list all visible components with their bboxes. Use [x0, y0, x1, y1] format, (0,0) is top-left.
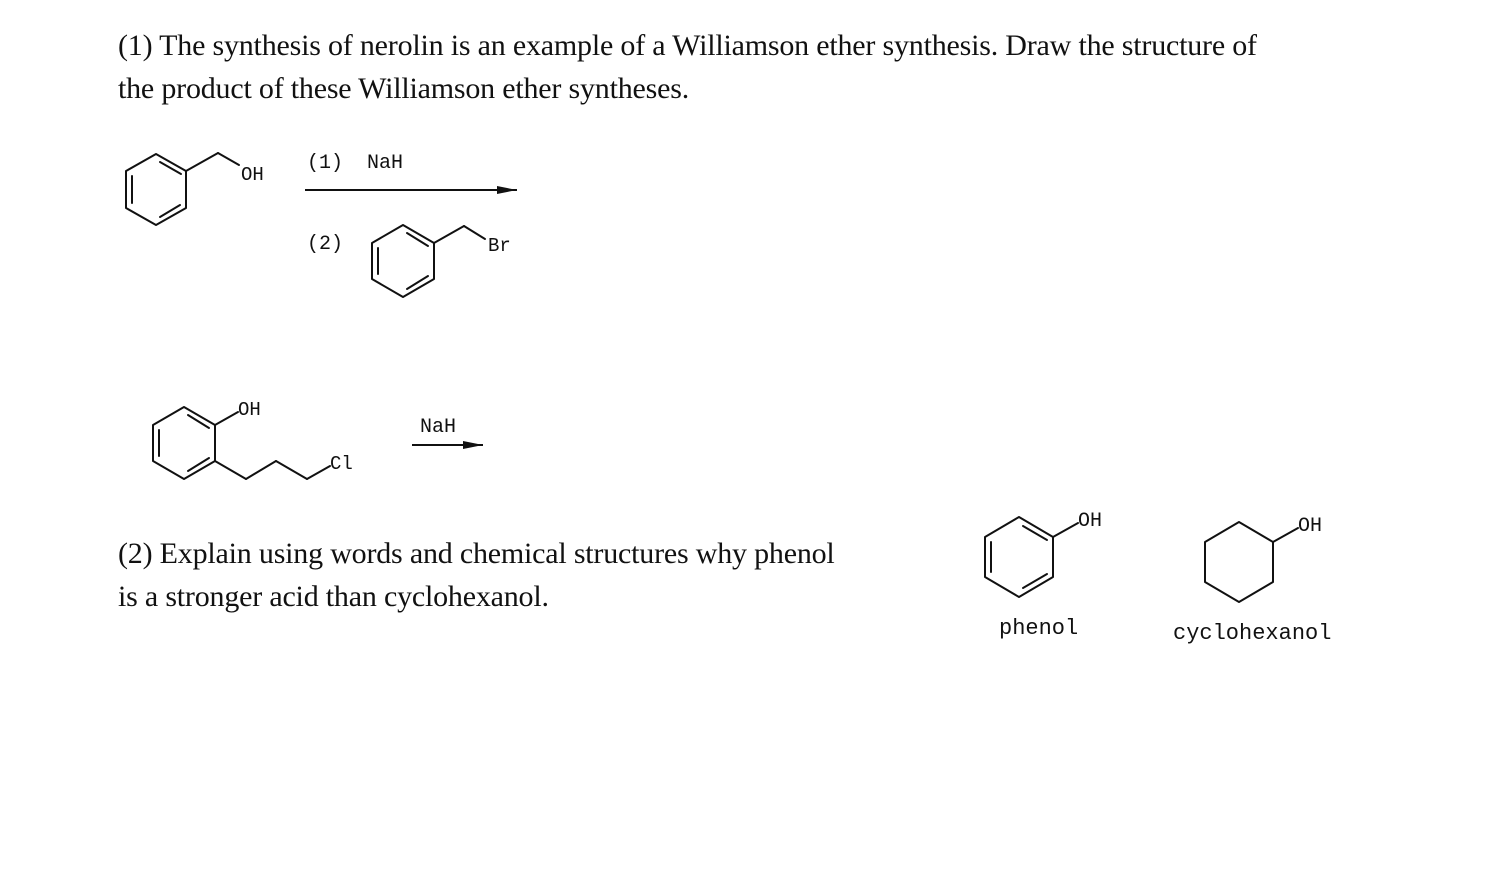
reaction-1-reagent-1: (1) NaH: [307, 152, 404, 175]
reaction-1: [126, 152, 517, 297]
benzyl-bromide-br-label: Br: [488, 235, 511, 257]
reaction-2-reagent: NaH: [420, 416, 457, 439]
benzyl-bromide-structure: [372, 225, 511, 297]
reaction-2-oh-label: OH: [238, 399, 261, 421]
benzyl-alcohol-oh-label: OH: [241, 164, 264, 186]
reaction-1-reagent-2-number: (2): [307, 233, 344, 256]
question-1-line-1: (1) The synthesis of nerolin is an example of a Williamson ether synthesis. Draw the structure of: [118, 29, 1257, 62]
phenol-structure: [985, 510, 1102, 641]
reaction-2: [153, 399, 483, 479]
question-1-line-2: the product of these Williamson ether syntheses.: [118, 72, 690, 105]
chloropropyl-phenol-structure: [153, 399, 353, 479]
cyclohexanol-structure: [1173, 515, 1331, 646]
cyclohexanol-oh-label: OH: [1298, 515, 1323, 538]
cyclohexanol-name-label: cyclohexanol: [1173, 621, 1332, 646]
phenol-name-label: phenol: [999, 616, 1079, 641]
benzyl-alcohol-structure: [126, 153, 264, 225]
question-2-line-1: (2) Explain using words and chemical structures why phenol: [118, 537, 835, 570]
reaction-2-cl-label: Cl: [330, 453, 353, 475]
question-2-line-2: is a stronger acid than cyclohexanol.: [118, 580, 549, 613]
phenol-oh-label: OH: [1078, 510, 1103, 533]
